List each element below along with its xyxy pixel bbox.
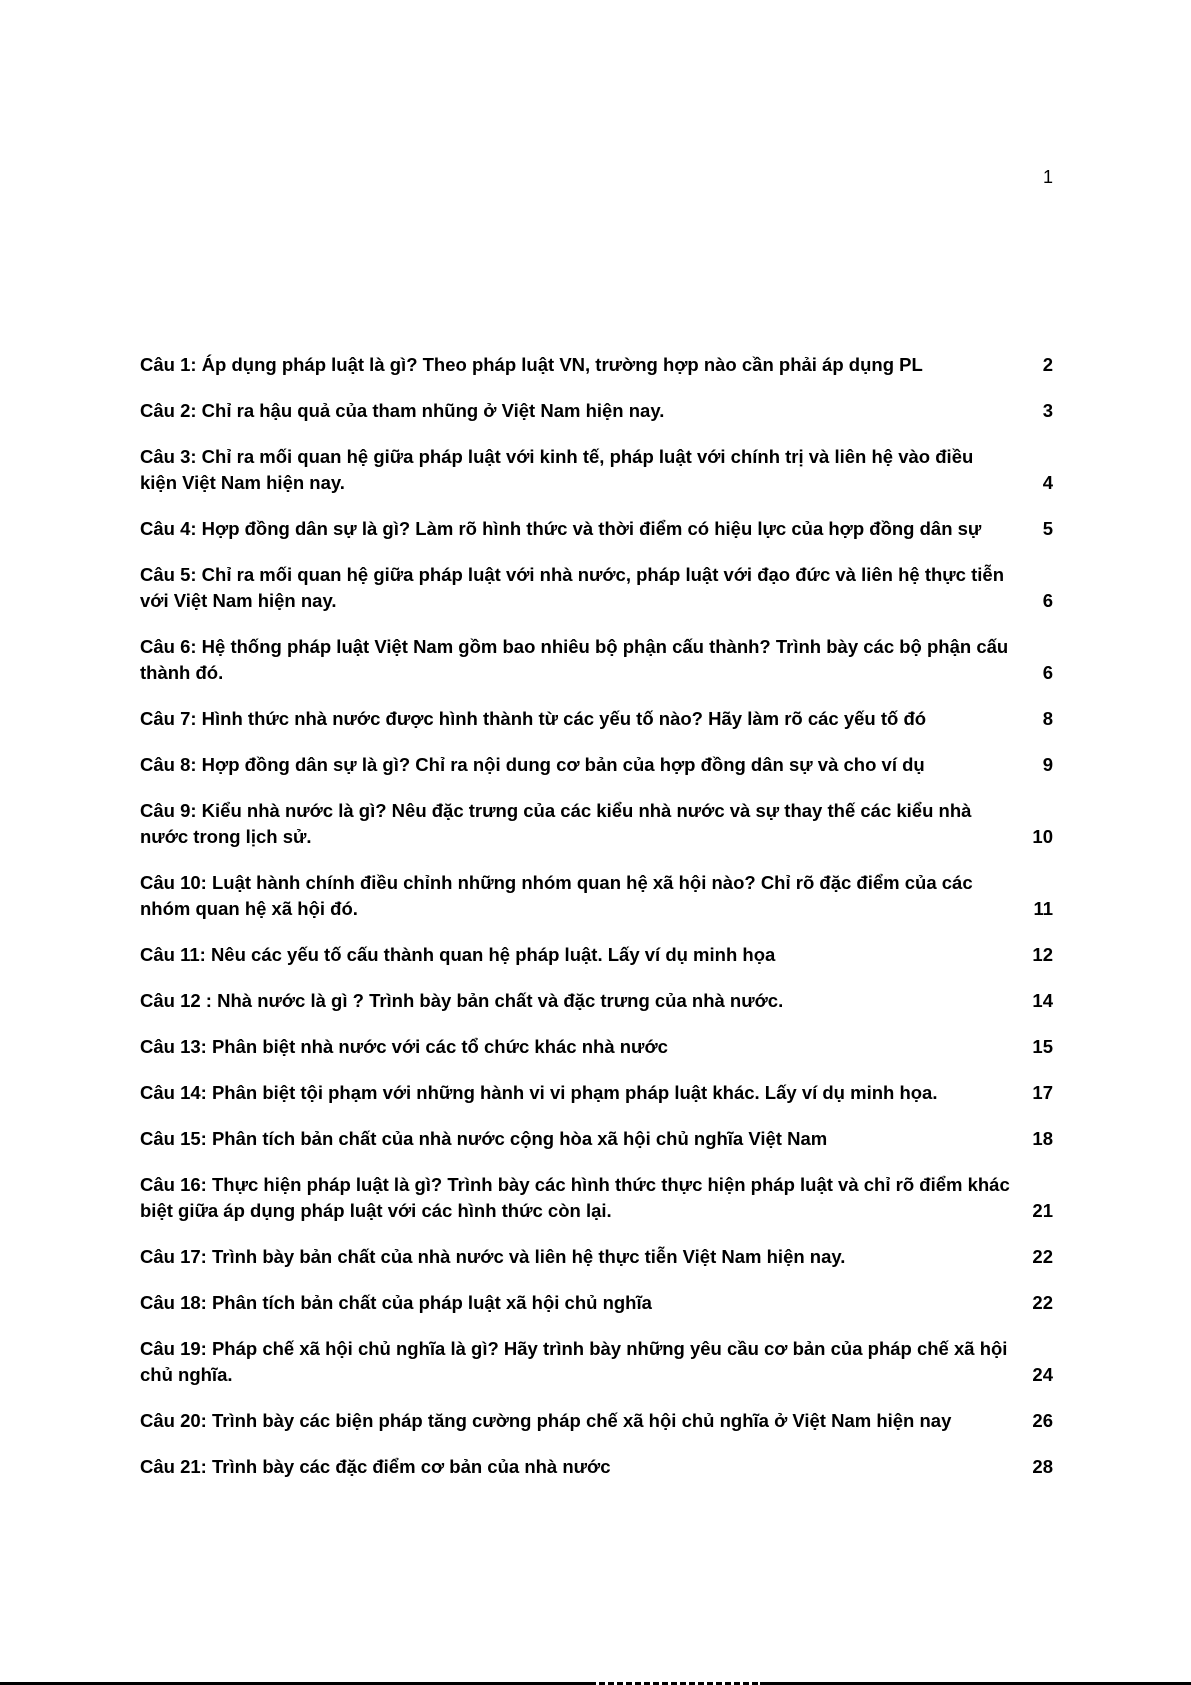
toc-entry-page: 10 — [1032, 826, 1053, 847]
toc-entry-page: 14 — [1032, 990, 1053, 1011]
toc-entry[interactable] — [140, 1408, 1053, 1434]
toc-entry-page: 5 — [1042, 518, 1053, 539]
toc-entry-text: Câu 15: Phân tích bản chất của nhà nước cộng hòa xã hội chủ nghĩa Việt Nam — [140, 1128, 828, 1149]
toc-entry-text: Câu 5: Chỉ ra mối quan hệ giữa pháp luật với nhà nước, pháp luật với đạo đức và liên hệ thực tiễn với Việt Nam hiện nay. — [140, 564, 1004, 611]
toc-entry-page: 24 — [1032, 1364, 1053, 1385]
toc-entry[interactable] — [140, 1290, 1053, 1316]
toc-entry[interactable] — [140, 562, 1053, 614]
toc-entry-page: 9 — [1042, 754, 1053, 775]
toc-entry[interactable] — [140, 1126, 1053, 1152]
toc-entry[interactable] — [140, 942, 1053, 968]
table-of-contents — [140, 352, 1053, 1500]
toc-entry-text: Câu 17: Trình bày bản chất của nhà nước và liên hệ thực tiễn Việt Nam hiện nay. — [140, 1246, 846, 1267]
toc-entry-page: 28 — [1032, 1456, 1053, 1477]
page-number: 1 — [1042, 167, 1053, 187]
toc-entry-page: 18 — [1032, 1128, 1053, 1149]
toc-entry-page: 3 — [1042, 400, 1053, 421]
toc-entry[interactable] — [140, 870, 1053, 922]
toc-entry-text: Câu 1: Áp dụng pháp luật là gì? Theo pháp luật VN, trường hợp nào cần phải áp dụng PL — [140, 354, 923, 375]
toc-entry[interactable] — [140, 1336, 1053, 1388]
toc-entry[interactable] — [140, 444, 1053, 496]
toc-entry-page: 15 — [1032, 1036, 1053, 1057]
toc-entry-text: Câu 12 : Nhà nước là gì ? Trình bày bản chất và đặc trưng của nhà nước. — [140, 990, 784, 1011]
toc-entry-text: Câu 18: Phân tích bản chất của pháp luật xã hội chủ nghĩa — [140, 1292, 652, 1313]
toc-entry-page: 6 — [1042, 662, 1053, 683]
toc-entry-text: Câu 7: Hình thức nhà nước được hình thành từ các yếu tố nào? Hãy làm rõ các yếu tố đó — [140, 708, 927, 729]
toc-entry-text: Câu 10: Luật hành chính điều chỉnh những nhóm quan hệ xã hội nào? Chỉ rõ đặc điểm của các nhóm quan hệ xã hội đó. — [140, 872, 973, 919]
toc-entry[interactable] — [140, 1080, 1053, 1106]
toc-entry-text: Câu 4: Hợp đồng dân sự là gì? Làm rõ hình thức và thời điểm có hiệu lực của hợp đồng dân sự — [140, 518, 982, 539]
toc-entry-text: Câu 19: Pháp chế xã hội chủ nghĩa là gì? Hãy trình bày những yêu cầu cơ bản của pháp chế xã hội chủ nghĩa. — [140, 1338, 1008, 1385]
toc-entry-page: 17 — [1032, 1082, 1053, 1103]
toc-entry[interactable] — [140, 1172, 1053, 1224]
toc-entry-text: Câu 14: Phân biệt tội phạm với những hành vi vi phạm pháp luật khác. Lấy ví dụ minh họa. — [140, 1082, 938, 1103]
toc-entry-text: Câu 6: Hệ thống pháp luật Việt Nam gồm bao nhiêu bộ phận cấu thành? Trình bày các bộ phận cấu thành đó. — [140, 636, 1009, 683]
toc-entry-page: 22 — [1032, 1292, 1053, 1313]
toc-entry[interactable] — [140, 1034, 1053, 1060]
toc-entry-text: Câu 20: Trình bày các biện pháp tăng cường pháp chế xã hội chủ nghĩa ở Việt Nam hiện nay — [140, 1410, 952, 1431]
toc-entry-text: Câu 21: Trình bày các đặc điểm cơ bản của nhà nước — [140, 1456, 611, 1477]
toc-entry[interactable] — [140, 352, 1053, 378]
toc-entry[interactable] — [140, 706, 1053, 732]
toc-entry[interactable] — [140, 634, 1053, 686]
toc-entry[interactable] — [140, 798, 1053, 850]
toc-entry-text: Câu 8: Hợp đồng dân sự là gì? Chỉ ra nội dung cơ bản của hợp đồng dân sự và cho ví dụ — [140, 754, 925, 775]
toc-entry-text: Câu 2: Chỉ ra hậu quả của tham nhũng ở Việt Nam hiện nay. — [140, 400, 665, 421]
toc-entry-text: Câu 11: Nêu các yếu tố cấu thành quan hệ pháp luật. Lấy ví dụ minh họa — [140, 944, 776, 965]
toc-entry[interactable] — [140, 1244, 1053, 1270]
toc-entry-text: Câu 13: Phân biệt nhà nước với các tổ chức khác nhà nước — [140, 1036, 668, 1057]
toc-entry[interactable] — [140, 988, 1053, 1014]
toc-entry-page: 21 — [1032, 1200, 1053, 1221]
toc-entry-page: 8 — [1042, 708, 1053, 729]
toc-entry-page: 22 — [1032, 1246, 1053, 1267]
toc-entry[interactable] — [140, 398, 1053, 424]
toc-entry-page: 26 — [1032, 1410, 1053, 1431]
toc-entry-text: Câu 3: Chỉ ra mối quan hệ giữa pháp luật với kinh tế, pháp luật với chính trị và liên hệ vào điều kiện Việt Nam hiện nay. — [140, 446, 974, 493]
toc-entry-page: 4 — [1042, 472, 1053, 493]
toc-entry[interactable] — [140, 516, 1053, 542]
toc-entry[interactable] — [140, 1454, 1053, 1480]
toc-entry-page: 11 — [1033, 898, 1053, 919]
toc-entry-text: Câu 9: Kiểu nhà nước là gì? Nêu đặc trưng của các kiểu nhà nước và sự thay thế các kiểu nhà nước trong lịch sử. — [140, 800, 972, 847]
toc-entry-text: Câu 16: Thực hiện pháp luật là gì? Trình bày các hình thức thực hiện pháp luật và chỉ rõ điểm khác biệt giữa áp dụng pháp luật với các hình thức còn lại. — [140, 1174, 1010, 1221]
toc-entry-page: 12 — [1032, 944, 1053, 965]
toc-entry[interactable] — [140, 752, 1053, 778]
toc-entry-page: 6 — [1042, 590, 1053, 611]
toc-entry-page: 2 — [1042, 354, 1053, 375]
